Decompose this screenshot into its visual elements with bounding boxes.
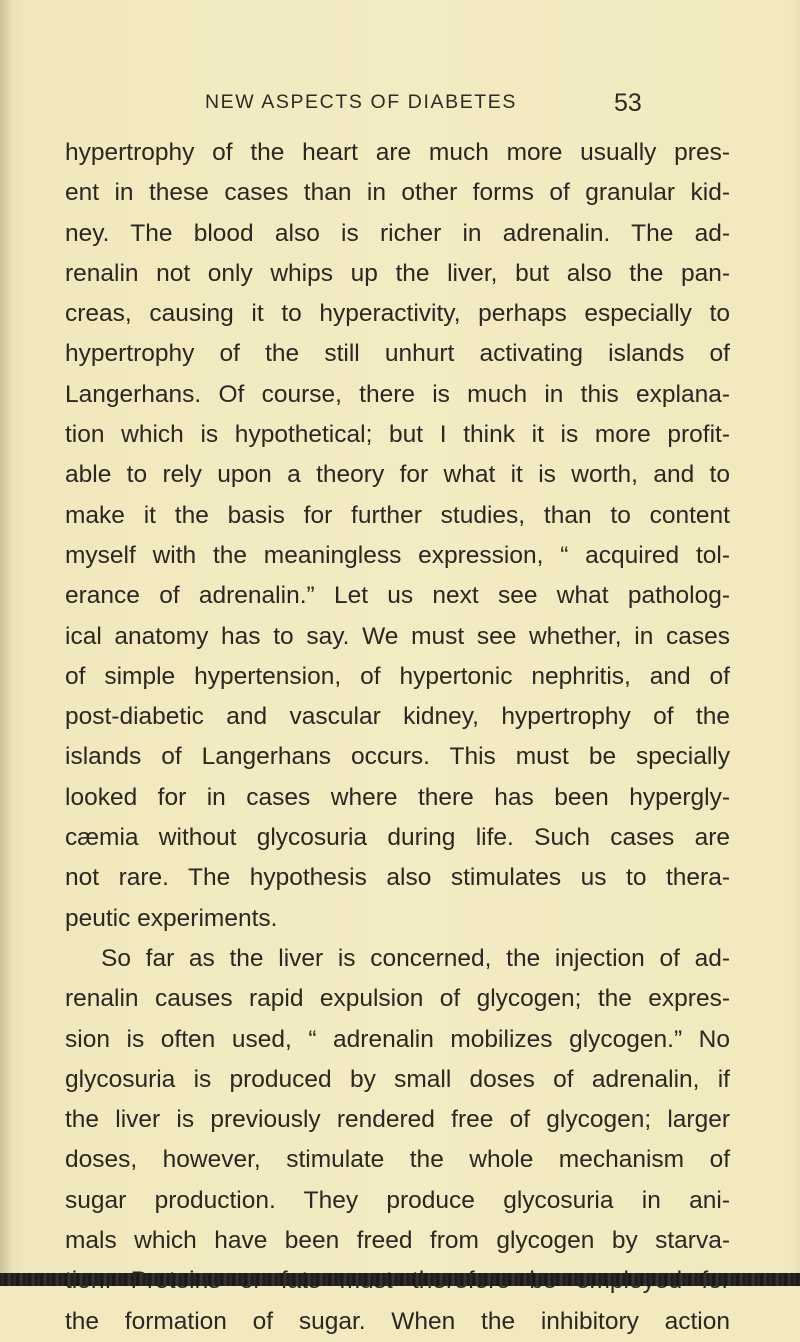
text-line: creas, causing it to hyperactivity, perhaps especially to [65, 300, 730, 328]
text-line: myself with the meaningless expression, “ acquired tol- [65, 541, 730, 569]
text-line: make it the basis for further studies, than to content [65, 501, 730, 529]
text-line: sion is often used, “ adrenalin mobilizes glycogen.” No [65, 1025, 730, 1053]
text-line: ent in these cases than in other forms of granular kid- [65, 179, 730, 207]
text-line: hypertrophy of the heart are much more usually pres- [65, 139, 730, 166]
text-line: tion which is hypothetical; but I think it is more profit- [65, 421, 730, 449]
text-line: looked for in cases where there has been hypergly- [65, 783, 730, 811]
spine-shadow [0, 0, 12, 1286]
text-line: islands of Langerhans occurs. This must be specially [65, 743, 730, 771]
text-line: doses, however, stimulate the whole mechanism of [65, 1146, 730, 1174]
running-head [0, 89, 800, 123]
text-line: the liver is previously rendered free of glycogen; larger [65, 1106, 730, 1134]
page-number: 53 [614, 89, 642, 117]
text-line: able to rely upon a theory for what it is worth, and to [65, 461, 730, 489]
text-line: hypertrophy of the still unhurt activating islands of [65, 340, 730, 368]
text-line: of simple hypertension, of hypertonic nephritis, and of [65, 662, 730, 690]
text-line: ical anatomy has to say. We must see whether, in cases [65, 622, 730, 650]
text-line: sugar production. They produce glycosuria in ani- [65, 1186, 730, 1214]
body-text [65, 133, 730, 1342]
text-line: post-diabetic and vascular kidney, hypertrophy of the [65, 703, 730, 731]
text-line: the formation of sugar. When the inhibitory action [65, 1307, 730, 1335]
text-line: renalin causes rapid expulsion of glycogen; the expres- [65, 985, 730, 1013]
running-title: NEW ASPECTS OF DIABETES [205, 91, 518, 113]
text-line: mals which have been freed from glycogen by starva- [65, 1227, 730, 1255]
page-edge-shadow [0, 1273, 800, 1286]
text-line: cæmia without glycosuria during life. Such cases are [65, 824, 730, 852]
paragraph-start-line: So far as the liver is concerned, the injection of ad- [101, 944, 730, 972]
text-line: erance of adrenalin.” Let us next see what patholog- [65, 582, 730, 610]
text-line: ney. The blood also is richer in adrenalin. The ad- [65, 219, 730, 247]
text-line: glycosuria is produced by small doses of adrenalin, if [65, 1065, 730, 1093]
text-line: renalin not only whips up the liver, but also the pan- [65, 259, 730, 287]
text-line: not rare. The hypothesis also stimulates us to thera- [65, 864, 730, 892]
text-line: Langerhans. Of course, there is much in this explana- [65, 380, 730, 408]
paragraph-end-line: peutic experiments. [65, 904, 278, 932]
